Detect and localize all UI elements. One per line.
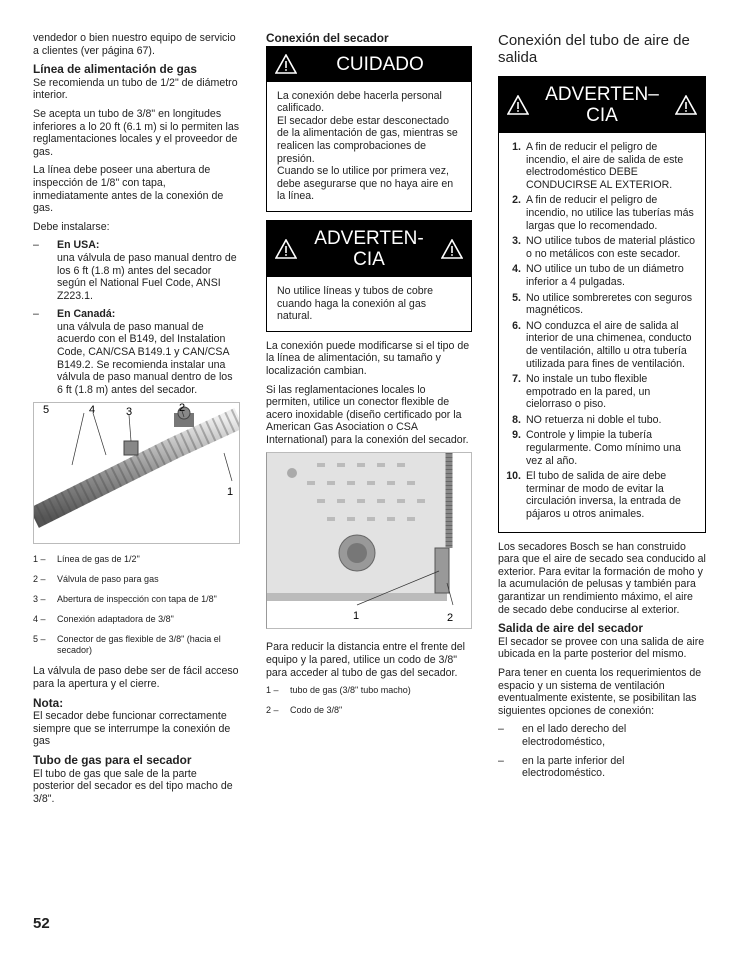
fig-label-4: 4 — [89, 404, 96, 417]
bullet-text: una válvula de paso manual de acuerdo con el B149, del Instalation Code, CAN/CSA B149.1 y CAN/CSA B149.2. Se recomienda instalar una válvula de paso manual dentro de los 6 ft (1.8 m) antes del secador. — [57, 320, 233, 396]
text-reglamentaciones: Si las reglamentaciones locales lo permiten, utilice un conector flexible de acero inoxidable (diseño certificado por la American Gas Asociation o CSA International) para la conexión del secador. — [266, 383, 469, 446]
list-item: 2. A fin de reducir el peligro de incendio, no utilice las tuberías más largas que lo recomendado. — [512, 194, 694, 232]
text-valvula: La válvula de paso debe ser de fácil acceso para la apertura y el cierre. — [33, 665, 239, 691]
fig-label-3: 3 — [126, 406, 133, 419]
caution-header — [267, 47, 471, 82]
warning-title: ADVERTEN- CIA — [314, 227, 424, 270]
warning-triangle-icon — [507, 95, 529, 115]
text-debe-instalarse: Debe instalarse: — [33, 220, 110, 233]
caution-box — [266, 46, 472, 212]
legend-row: 5 – Conector de gas flexible de 3/8" (hacia el secador) — [33, 634, 221, 656]
list-item: 10. El tubo de salida de aire debe terminar de modo de evitar la circulación inversa, la entrada de pájaros u otros animales. — [506, 470, 681, 521]
list-item: 9. Controle y limpie la tubería regularmente. Como mínimo una vez al año. — [512, 429, 681, 467]
list-item: 4. NO utilice un tubo de un diámetro inferior a 4 pulgadas. — [512, 263, 684, 288]
fig-label-1: 1 — [227, 486, 234, 499]
list-item: 8. NO retuerza ni doble el tubo. — [512, 413, 662, 426]
bullet-lado-derecho: – en el lado derecho del electrodoméstico, — [498, 723, 627, 748]
text-bosch: Los secadores Bosch se han construido para que el aire de secado sea conducido al exterior. Para evitar la formación de moho y la acumulación de pelusas y también para garantizar un rendimiento máximo, el aire de secado debe conducirse al exterior. — [498, 540, 706, 616]
warning-numbered-list — [499, 141, 695, 521]
bullet-parte-inferior: – en la parte inferior del electrodoméstico. — [498, 754, 625, 780]
bullet-text: una válvula de paso manual dentro de los 6 ft (1.8 m) antes del secador según el National Fuel Code, ANSI Z223.1. — [57, 251, 237, 302]
fig-label-2: 2 — [179, 403, 186, 415]
warning-list-body — [499, 133, 705, 532]
warning-triangle-icon — [275, 239, 297, 259]
legend-row: 2 – Válvula de paso para gas — [33, 574, 159, 585]
list-item: 1. A fin de reducir el peligro de incendio, el aire de salida de este electrodoméstico DEBE CONDUCIRSE AL EXTERIOR. — [512, 141, 684, 191]
bullet-mark: – — [33, 308, 39, 321]
warning-triangle-icon — [441, 239, 463, 259]
list-item: 6. NO conduzca el aire de salida al interior de una chimenea, conducto de ventilación, altillo u otra tubería utilizada para fines de ventilación. — [512, 319, 692, 370]
list-item: 5. No utilice sombreretes con seguros magnéticos. — [512, 291, 693, 317]
warning-text: No utilice líneas y tubos de cobre cuando haga la conexión al gas natural. — [277, 284, 434, 323]
text-conexion-modificarse: La conexión puede modificarse si el tipo de la línea de alimentación, su tamaño y localización cambian. — [266, 339, 470, 377]
figure-legend-left — [33, 554, 240, 656]
list-item: 3. NO utilice tubos de material plástico o no metálicos con este secador. — [512, 235, 695, 260]
text-tubo-recomendado: Se recomienda un tubo de 1/2" de diámetro interior. — [33, 76, 238, 102]
warning-box-right — [498, 76, 706, 533]
legend-row: 2 – Codo de 3/8" — [266, 705, 343, 716]
caution-title: CUIDADO — [336, 53, 424, 75]
bullet-title: En USA: — [57, 239, 100, 252]
legend-row: 1 – tubo de gas (3/8" tubo macho) — [266, 685, 411, 696]
figure-legend-middle — [266, 685, 472, 716]
text-requerimientos: Para tener en cuenta los requerimientos de espacio y un sistema de ventilación eventualmente existente, se posibilitan las siguientes opciones de conexión: — [498, 666, 702, 717]
warning-header — [267, 221, 471, 277]
column-left — [33, 32, 240, 811]
warning-triangle-icon — [675, 95, 697, 115]
heading-nota: Nota: — [33, 695, 64, 710]
heading-linea-gas: Línea de alimentación de gas — [33, 62, 197, 77]
heading-conexion-secador: Conexión del secador — [266, 31, 389, 45]
inspection-cap-shape — [124, 441, 138, 455]
warning-box-middle — [266, 220, 472, 332]
dryer-back-figure — [266, 452, 472, 629]
warning-title: ADVERTEN– CIA — [545, 84, 659, 126]
fig-label-2: 2 — [447, 612, 454, 625]
gas-elbow-shape — [435, 548, 449, 593]
bullet-title: En Canadá: — [57, 308, 116, 321]
heading-salida-aire: Salida de aire del secador — [498, 621, 643, 636]
text-abertura: La línea debe poseer una abertura de inspección de 1/8" con tapa, inmediatamente antes de la conexión de gas. — [33, 164, 224, 215]
text-salida-aire: El secador se provee con una salida de aire ubicada en la parte posterior del mismo. — [498, 635, 705, 661]
legend-row: 1 – Línea de gas de 1/2" — [33, 554, 140, 565]
heading-tubo-gas: Tubo de gas para el secador — [33, 753, 192, 767]
page-number: 52 — [33, 915, 50, 932]
legend-row: 4 – Conexión adaptadora de 3/8" — [33, 614, 174, 625]
legend-row: 3 – Abertura de inspección con tapa de 1/8" — [33, 594, 217, 605]
dryer-back-illustration — [267, 453, 472, 628]
text-reducir-distancia: Para reducir la distancia entre el frente del equipo y la pared, utilice un codo de 3/8" para acceder al tubo de gas del secador. — [266, 641, 466, 679]
fig-label-1: 1 — [353, 610, 360, 623]
bullet-usa — [33, 239, 240, 302]
text-tubo-aceptado: Se acepta un tubo de 3/8" en longitudes inferiores a lo 20 ft (6.1 m) si lo permiten las reglamentaciones locales y el proveedor de gas. — [33, 107, 240, 158]
bullet-canada — [33, 308, 240, 396]
intro-text: vendedor o bien nuestro equipo de servicio a clientes (ver página 67). — [33, 32, 236, 57]
column-middle — [266, 32, 472, 725]
warning-header — [499, 77, 705, 133]
caution-text: La conexión debe hacerla personal calificado. El secador debe estar desconectado de la alimentación de gas, mientras se realicen las comprobaciones de presión. Cuando se lo utilice por primera vez, debe asegurarse que no haya aire en la línea. — [277, 89, 458, 203]
bullet-mark: – — [33, 239, 39, 252]
fig-label-5: 5 — [43, 404, 50, 417]
heading-tubo-aire: Conexión del tubo de aire de salida — [498, 32, 690, 66]
gas-line-illustration — [34, 403, 239, 543]
column-right — [498, 32, 706, 786]
warning-triangle-icon — [275, 54, 297, 74]
text-nota: El secador debe funcionar correctamente siempre que se interrumpe la conexión de gas — [33, 710, 231, 748]
text-tubo-gas: El tubo de gas que sale de la parte posterior del secador es del tipo macho de 3/8". — [33, 767, 233, 805]
gas-line-figure — [33, 402, 240, 544]
list-item: 7. No instale un tubo flexible empotrado en la pared, un cielorraso o piso. — [512, 373, 651, 411]
